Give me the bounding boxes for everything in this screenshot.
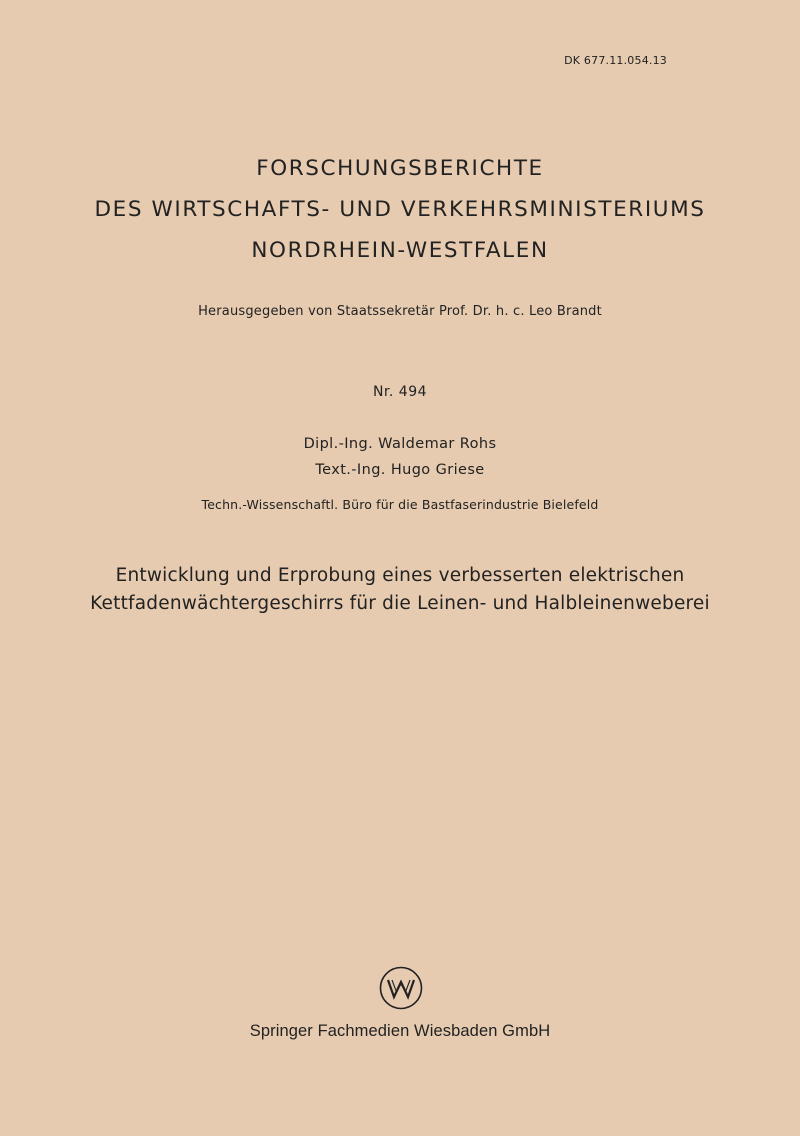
author-2: Text.-Ing. Hugo Griese (315, 462, 485, 478)
institution: Techn.-Wissenschaftl. Büro für die Bastfaserindustrie Bielefeld (201, 497, 599, 512)
work-title-line-2: Kettfadenwächtergeschirrs für die Leinen- und Halbleinenweberei (90, 593, 710, 614)
classification-code: DK 677.11.054.13 (564, 54, 667, 67)
issue-number: Nr. 494 (372, 384, 428, 400)
series-title-line-1: FORSCHUNGSBERICHTE (256, 156, 544, 181)
series-title-line-3: NORDRHEIN-WESTFALEN (251, 238, 549, 263)
series-title-line-2: DES WIRTSCHAFTS- UND VERKEHRSMINISTERIUMS (94, 197, 706, 222)
work-title (0, 562, 800, 618)
series-title (0, 148, 800, 271)
editor-line: Herausgegeben von Staatssekretär Prof. Dr. h. c. Leo Brandt (198, 304, 602, 319)
springer-logo-icon (379, 966, 423, 1010)
author-1: Dipl.-Ing. Waldemar Rohs (303, 436, 497, 452)
work-title-line-1: Entwicklung und Erprobung eines verbesserten elektrischen (115, 565, 685, 586)
publisher-name: Springer Fachmedien Wiesbaden GmbH (249, 1022, 551, 1040)
